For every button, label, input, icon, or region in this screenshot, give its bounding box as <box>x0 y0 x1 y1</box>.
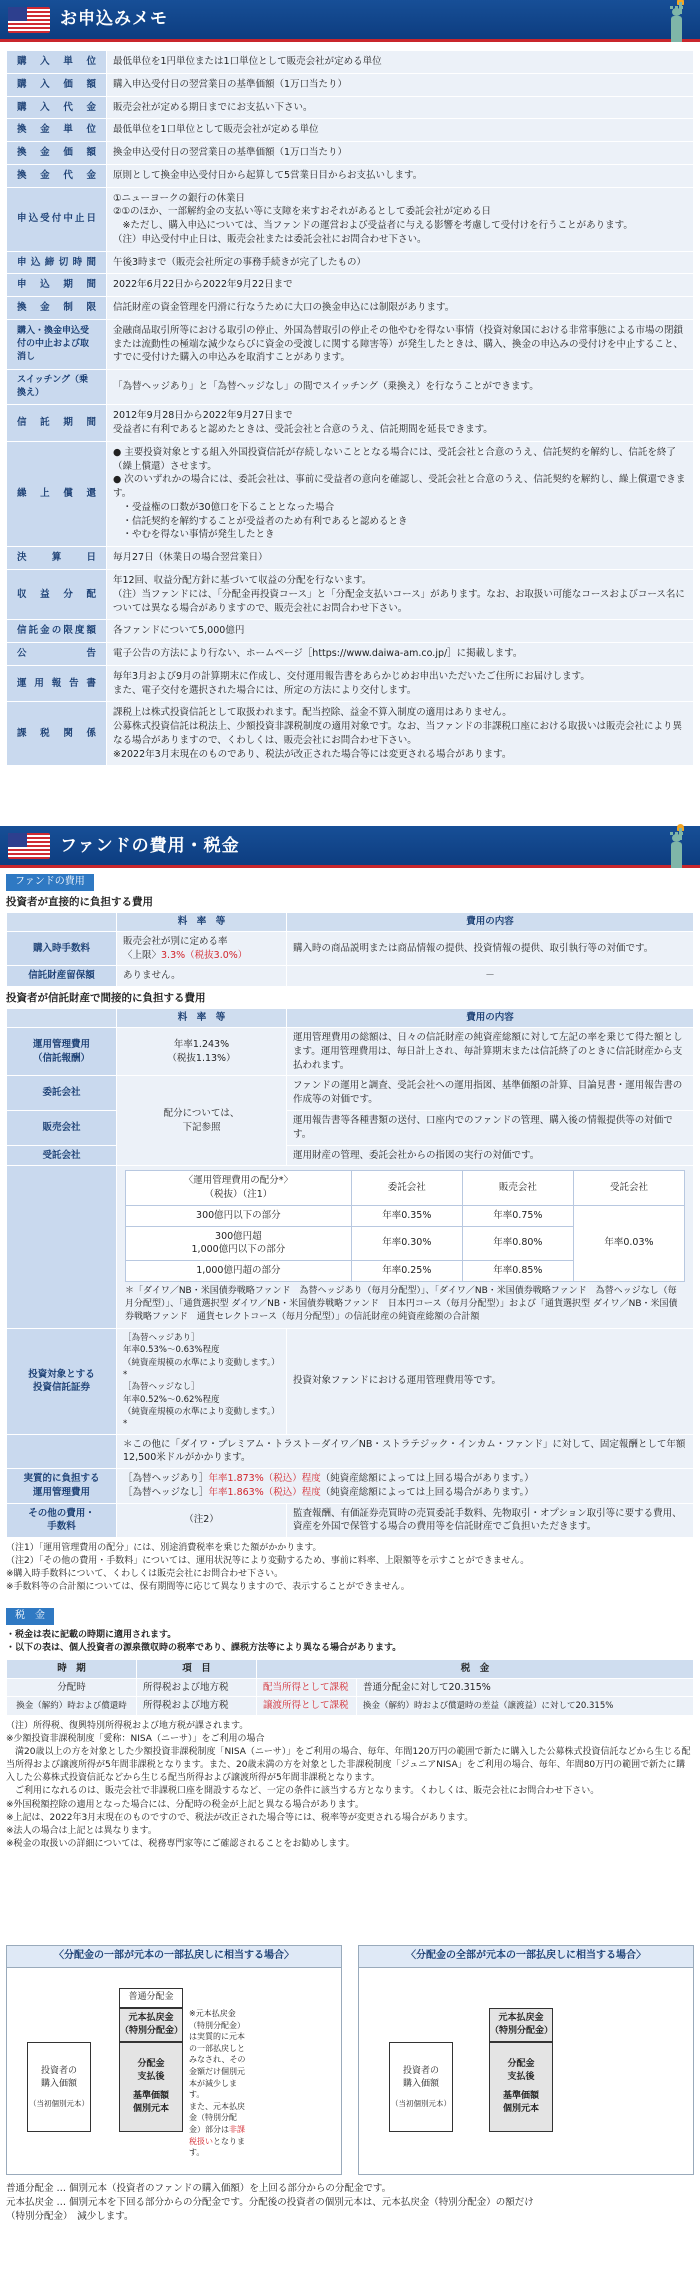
jutaku-label: 受託会社 <box>7 1145 117 1166</box>
footnote-refund: 元本払戻金 … 個別元本を下回る部分からの分配金です。分配後の投資者の個別元本は、元本払戻金（特別分配金）の額だけ <box>6 2196 534 2208</box>
hanbai-content: 運用報告書等各種書類の送付、口座内でのファンドの管理、購入後の情報提供等の対価です。 <box>287 1111 694 1146</box>
footnote-normal: 普通分配金 … 個別元本（投資者のファンドの購入価額）を上回る部分からの分配金です。 <box>6 2183 392 2194</box>
direct-fees-table <box>6 912 694 987</box>
inv-content-text: 投資対象ファンドにおける運用管理費用等です。 <box>293 1375 502 1387</box>
tax-intro: ・税金は表に記載の時期に適用されます。 ・以下の表は、個人投資者の源泉徴収時の税率であり、課税方法等により異なる場合があります。 <box>6 1629 402 1653</box>
tax-head: 税 金 <box>257 1659 694 1678</box>
purchase-box: 投資者の 購入価額 （当初個別元本） <box>389 2042 453 2132</box>
memo-value: 2022年6月22日から2022年9月22日まで <box>107 274 694 297</box>
memo-value: ● 主要投資対象とする組入外国投資信託が存続しないこととなる場合には、受託会社と合意のうえ、信託契約を解約し、信託を終了（繰上償還）させます。 ● 次のいずれかの場合には、委託会社は、事前に受益者の意向を確認し、受託会社と合意のうえ、信託契約を解約し、繰上償還できます。 ・受益権の口数が30億口を下ることとなった場合 ・信託契約を解約することが受益者のため有利であると認めるとき ・やむを得ない事情が発生したとき <box>107 441 694 546</box>
memo-value: 最低単位を1口単位として販売会社が定める単位 <box>107 119 694 142</box>
memo-key: スイッチング（乗換え） <box>7 370 107 405</box>
other-fee-label: その他の費用・ 手数料 <box>7 1503 117 1538</box>
memo-row <box>7 251 694 274</box>
memo-row <box>7 319 694 369</box>
diagram-right-panel <box>358 1945 694 2175</box>
statue-of-liberty-icon <box>662 0 690 42</box>
th-content: 費用の内容 <box>287 913 694 932</box>
memo-key: 申込締切時間 <box>7 251 107 274</box>
memo-key: 決算日 <box>7 547 107 570</box>
inv-label: 投資対象とする 投資信託証券 <box>7 1329 117 1435</box>
memo-row <box>7 73 694 96</box>
memo-row <box>7 370 694 405</box>
memo-value: 最低単位を1円単位または1口単位として販売会社が定める単位 <box>107 51 694 74</box>
alloc-cell: 300億円超 1,000億円以下の部分 <box>126 1226 352 1261</box>
alloc-head: 販売会社 <box>462 1171 573 1206</box>
alloc-trustee: 年率0.03% <box>573 1205 684 1281</box>
tax-cell: 配当所得として課税 <box>257 1678 357 1697</box>
footnote-refund-sub: （特別分配金） 減少します。 <box>6 2210 134 2222</box>
alloc-head: 〈運用管理費用の配分*〉 （税抜）（注1） <box>126 1171 352 1206</box>
inv-note: ＊この他に「ダイワ・プレミアム・トラスト－ダイワ／NB・ストラテジック・インカム・ファンド」に対して、固定報酬として年額12,500米ドルがかかります。 <box>117 1434 694 1469</box>
memo-table <box>6 50 694 766</box>
diagram-footnotes <box>6 2182 694 2223</box>
memo-row <box>7 547 694 570</box>
memo-key: 換金価額 <box>7 142 107 165</box>
alloc-note: ＊「ダイワ／NB・米国債券戦略ファンド 為替ヘッジあり（毎月分配型）」、「ダイワ／NB・米国債券戦略ファンド 為替ヘッジなし（毎月分配型）」、「通貨選択型 ダイワ／NB・米国債券戦略ファンド 日本円コース（毎月分配型）」および「通貨選択型 ダイワ／NB・米国債券戦略ファンド 通貨セレクトコース（毎月分配型）」の信託財産の純資産総額の合計額 <box>125 1285 678 1322</box>
th-rate: 料 率 等 <box>117 913 287 932</box>
fees-label: ファンドの費用 <box>6 874 94 891</box>
th-rate: 料 率 等 <box>117 1009 287 1028</box>
real-fee-label: 実質的に負担する 運用管理費用 <box>7 1469 117 1504</box>
memo-value: 年12回、収益分配方針に基づいて収益の分配を行ないます。 （注）当ファンドには、「分配金再投資コース」と「分配金支払いコース」があります。なお、お取扱い可能なコースおよびコース名については異なる場合がありますので、販売会社にお問合わせ下さい。 <box>107 570 694 620</box>
memo-value: 金融商品取引所等における取引の停止、外国為替取引の停止その他やむを得ない事情（投資対象国における非常事態による市場の閉鎖または流動性の極端な減少ならびに資金の受渡しに関する障害等）が発生したときは、購入、換金の申込みの受付けを中止すること、すでに受付けた購入の申込みを取消すことがあります。 <box>107 319 694 369</box>
mgmt-fee-rate: 年率1.243% （税抜1.13%） <box>117 1028 287 1076</box>
memo-key: 信託期間 <box>7 405 107 442</box>
memo-row <box>7 643 694 666</box>
alloc-cell: 年率0.35% <box>351 1205 462 1226</box>
memo-row <box>7 405 694 442</box>
memo-row <box>7 96 694 119</box>
alloc-head: 委託会社 <box>351 1171 462 1206</box>
refund-note: ※元本払戻金（特別分配金）は実質的に元本の一部払戻しとみなされ、その金額だけ個別元本が減少します。 また、元本払戻金（特別分配金）部分は非課税扱いとなります。 <box>189 2009 246 2158</box>
memo-key: 運用報告書 <box>7 665 107 702</box>
indirect-fees-table <box>6 1008 694 1538</box>
alloc-cell: 年率0.30% <box>351 1226 462 1261</box>
alloc-cell: 年率0.80% <box>462 1226 573 1261</box>
memo-value: 各ファンドについて5,000億円 <box>107 620 694 643</box>
tax-cell: 換金（解約）時および償還時の差益（譲渡益）に対して20.315% <box>357 1697 694 1716</box>
inv-content <box>287 1329 694 1435</box>
memo-value: 「為替ヘッジあり」と「為替ヘッジなし」の間でスイッチング（乗換え）を行なうことができます。 <box>107 370 694 405</box>
th-content: 費用の内容 <box>287 1009 694 1028</box>
tax-cell: 換金（解約）時および償還時 <box>7 1697 137 1716</box>
memo-row <box>7 665 694 702</box>
memo-key: 収益分配 <box>7 570 107 620</box>
alloc-cell: 年率0.85% <box>462 1261 573 1282</box>
indirect-fees-title: 投資者が信託財産で間接的に負担する費用 <box>6 992 206 1005</box>
memo-value: 午後3時まで（販売会社所定の事務手続きが完了したもの） <box>107 251 694 274</box>
memo-row <box>7 142 694 165</box>
tax-cell: 所得税および地方税 <box>137 1678 257 1697</box>
tax-notes: （注）所得税、復興特別所得税および地方税が課されます。 ※少額投資非課税制度「愛称：NISA（ニーサ）」をご利用の場合 満20歳以上の方を対象とした少額投資非課税制度「NISA（ニーサ）」をご利用の場合、毎年、年間120万円の範囲で新たに購入した公募株式投資信託などから生じる配当所得および譲渡所得が5年間非課税となります。また、20歳未満の方を対象とした非課税制度「ジュニアNISA」をご利用の場合、毎年、年間80万円の範囲で新たに購入した公募株式投資信託などから生じる配当所得および譲渡所得が5年間非課税となります。 ご利用になれるのは、販売会社で非課税口座を開設するなど、一定の条件に該当する方となります。くわしくは、販売会社にお問合わせ下さい。 ※外国税額控除の適用となった場合には、分配時の税金が上記と異なる場合があります。 ※上記は、2022年3月末現在のものですので、税法が改正された場合等には、税率等が変更される場合があります。 ※法人の場合は上記とは異なります。 ※税金の取扱いの詳細については、税務専門家等にご確認されることをお勧めします。 <box>6 1721 691 1849</box>
diagram-left-title: 〈分配金の一部が元本の一部払戻しに相当する場合〉 <box>7 1946 341 1968</box>
memo-value: 換金申込受付日の翌営業日の基準価額（1万口当たり） <box>107 142 694 165</box>
buy-fee-label: 購入時手数料 <box>7 931 117 966</box>
memo-key: 購入・換金申込受付の中止および取消し <box>7 319 107 369</box>
memo-value: 原則として換金申込受付日から起算して5営業日目からお支払いします。 <box>107 164 694 187</box>
memo-value: 電子公告の方法により行ない、ホームページ［https://www.daiwa-am.co.jp/］に掲載します。 <box>107 643 694 666</box>
memo-key: 課税関係 <box>7 702 107 766</box>
memo-row <box>7 119 694 142</box>
memo-key: 換金制限 <box>7 297 107 320</box>
buy-fee-rate: 販売会社が別に定める率 〈上限〉3.3%（税抜3.0%） <box>117 931 287 966</box>
tax-head: 項 目 <box>137 1659 257 1678</box>
hanbai-label: 販売会社 <box>7 1111 117 1146</box>
memo-key: 公告 <box>7 643 107 666</box>
memo-value: 販売会社が定める期日までにお支払い下さい。 <box>107 96 694 119</box>
refund-box: 元本払戻金 （特別分配金） <box>489 2008 553 2042</box>
other-fee-content: 監査報酬、有価証券売買時の売買委託手数料、先物取引・オプション取引等に要する費用、資産を外国で保管する場合の費用等を信託財産でご負担いただきます。 <box>287 1503 694 1538</box>
itaku-label: 委託会社 <box>7 1076 117 1111</box>
alloc-head: 受託会社 <box>573 1171 684 1206</box>
tax-cell: 譲渡所得として課税 <box>257 1697 357 1716</box>
memo-value: ①ニューヨークの銀行の休業日 ②①のほか、一部解約金の支払い等に支障を来すおそれがあるとして委託会社が定める日 ※ただし、購入申込については、当ファンドの運営および受益者に与える影響を考慮して受付けを行うことがあります。 （注）申込受付中止日は、販売会社または委託会社にお問合わせ下さい。 <box>107 187 694 251</box>
diagram-left-panel <box>6 1945 342 2175</box>
memo-key: 換金代金 <box>7 164 107 187</box>
alloc-rate: 配分については、 下記参照 <box>117 1076 287 1166</box>
real-fee-value: ［為替ヘッジあり］年率1.873%（税込）程度（純資産総額によっては上回る場合があります。） ［為替ヘッジなし］年率1.863%（税込）程度（純資産総額によっては上回る場合があります。） <box>117 1469 694 1504</box>
reserve-label: 信託財産留保額 <box>7 966 117 987</box>
tax-table <box>6 1659 694 1716</box>
memo-value: 2012年9月28日から2022年9月27日まで 受益者に有利であると認めたときは、受託会社と合意のうえ、信託期間を延長できます。 <box>107 405 694 442</box>
mgmt-fee-label: 運用管理費用 （信託報酬） <box>7 1028 117 1076</box>
alloc-cell: 1,000億円超の部分 <box>126 1261 352 1282</box>
memo-value: 課税上は株式投資信託として取扱われます。配当控除、益金不算入制度の適用はありません。 公募株式投資信託は税法上、少額投資非課税制度の適用対象です。なお、当ファンドの非課税口座における取扱いは販売会社により異なる場合がありますので、くわしくは、販売会社にお問合わせ下さい。 ※2022年3月末現在のものであり、税法が改正された場合等には変更される場合があります。 <box>107 702 694 766</box>
memo-value: 毎月27日（休業日の場合翌営業日） <box>107 547 694 570</box>
purchase-box: 投資者の 購入価額 （当初個別元本） <box>27 2042 91 2132</box>
memo-value: 購入申込受付日の翌営業日の基準価額（1万口当たり） <box>107 73 694 96</box>
mgmt-fee-content: 運用管理費用の総額は、日々の信託財産の純資産総額に対して左記の率を乗じて得た額とします。運用管理費用は、毎日計上され、毎計算期末または信託終了のときに信託財産から支払われます。 <box>287 1028 694 1076</box>
memo-row <box>7 702 694 766</box>
tax-label: 税 金 <box>6 1608 54 1625</box>
other-fee-rate: （注2） <box>117 1503 287 1538</box>
memo-key: 換金単位 <box>7 119 107 142</box>
jutaku-content: 運用財産の管理、委託会社からの指図の実行の対価です。 <box>287 1145 694 1166</box>
memo-key: 購入単位 <box>7 51 107 74</box>
tax-cell: 普通分配金に対して20.315% <box>357 1678 694 1697</box>
tax-head: 時 期 <box>7 1659 137 1678</box>
memo-value: 信託財産の資金管理を円滑に行なうために大口の換金申込には制限があります。 <box>107 297 694 320</box>
statue-of-liberty-icon <box>662 826 690 868</box>
refund-box: 元本払戻金 （特別分配金） <box>119 2008 183 2042</box>
memo-value: 毎年3月および9月の計算期末に作成し、交付運用報告書をあらかじめお申出いただいたご住所にお届けします。 また、電子交付を選択された場合には、所定の方法により交付します。 <box>107 665 694 702</box>
fee-notes: （注1）「運用管理費用の配分」には、別途消費税率を乗じた額がかかります。 （注2）「その他の費用・手数料」については、運用状況等により変動するため、事前に料率、上限額等を示すことができません。 ※購入時手数料について、くわしくは販売会社にお問合わせ下さい。 ※手数料等の合計額については、保有期間等に応じて異なりますので、表示することができません。 <box>6 1543 530 1593</box>
distribution-diagram <box>6 1945 694 2175</box>
alloc-cell: 年率0.75% <box>462 1205 573 1226</box>
memo-title: お申込みメモ <box>60 9 168 30</box>
fees-header <box>0 826 700 868</box>
reserve-rate: ありません。 <box>117 966 287 987</box>
alloc-table <box>125 1170 685 1282</box>
after-box: 分配金 支払後 基準価額 個別元本 <box>489 2042 553 2132</box>
memo-row <box>7 164 694 187</box>
tax-cell: 所得税および地方税 <box>137 1697 257 1716</box>
fees-title: ファンドの費用・税金 <box>60 835 240 856</box>
memo-key: 繰上償還 <box>7 441 107 546</box>
memo-key: 申込期間 <box>7 274 107 297</box>
memo-row <box>7 570 694 620</box>
alloc-cell: 年率0.25% <box>351 1261 462 1282</box>
memo-header <box>0 0 700 42</box>
diagram-right-title: 〈分配金の全部が元本の一部払戻しに相当する場合〉 <box>359 1946 693 1968</box>
memo-row <box>7 187 694 251</box>
memo-row <box>7 620 694 643</box>
memo-row <box>7 51 694 74</box>
tax-cell: 分配時 <box>7 1678 137 1697</box>
memo-key: 購入代金 <box>7 96 107 119</box>
itaku-content: ファンドの運用と調査、受託会社への運用指図、基準価額の計算、目論見書・運用報告書の作成等の対価です。 <box>287 1076 694 1111</box>
after-box: 分配金 支払後 基準価額 個別元本 <box>119 2042 183 2132</box>
memo-key: 購入価額 <box>7 73 107 96</box>
memo-row <box>7 441 694 546</box>
inv-rate: ［為替ヘッジあり］ 年率0.53%～0.63%程度 （純資産規模の水準により変動します。）* ［為替ヘッジなし］ 年率0.52%～0.62%程度 （純資産規模の水準により変動します。）* <box>117 1329 287 1435</box>
direct-fees-title: 投資者が直接的に負担する費用 <box>6 895 153 908</box>
us-flag-icon <box>8 833 50 859</box>
memo-row <box>7 274 694 297</box>
normal-dist-box: 普通分配金 <box>119 1988 183 2008</box>
memo-key: 申込受付中止日 <box>7 187 107 251</box>
memo-key: 信託金の限度額 <box>7 620 107 643</box>
us-flag-icon <box>8 7 50 33</box>
alloc-cell: 300億円以下の部分 <box>126 1205 352 1226</box>
memo-row <box>7 297 694 320</box>
buy-fee-content: 購入時の商品説明または商品情報の提供、投資情報の提供、取引執行等の対価です。 <box>287 931 694 966</box>
reserve-content: － <box>287 966 694 987</box>
